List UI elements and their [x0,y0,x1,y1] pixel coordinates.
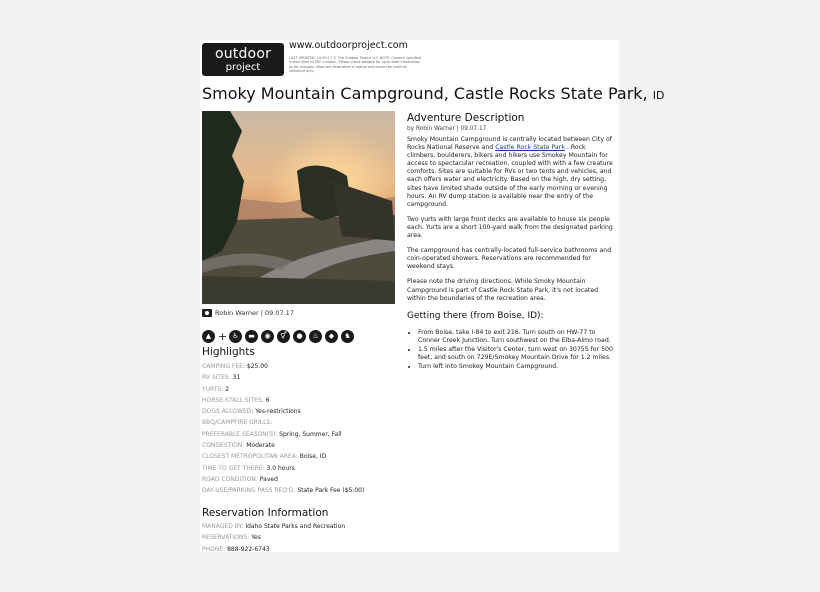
page-title [202,84,664,103]
direction-step: • From Boise, take I-84 to exit 216. Turn south on HW-77 to Conner Creek Junction. Turn southwest on the Elba-Almo road. [418,329,613,345]
info-value: Paved [259,475,278,483]
info-value: 2 [225,385,230,393]
info-label: ROAD CONDITION: [202,475,258,483]
horse-icon: ♞ [341,330,354,343]
directions-list [407,329,613,371]
p1-text-before: Smoky Mountain Campground is centrally located between City of Rocks National Reserve and [407,136,612,152]
getting-there-heading: Getting there (from Boise, ID): [407,310,544,321]
info-row [202,451,402,462]
info-row [202,361,402,372]
tent-icon: ▲ [202,330,215,343]
camera-icon [202,309,212,317]
outdoor-project-logo [202,43,284,76]
highlights-heading: Highlights [202,346,255,358]
info-value: 31 [232,374,241,382]
info-row [202,440,402,451]
description-paragraph-2: Two yurts with large front decks are available to house six people each. Yurts are a short 100-yard walk from the designated parking area. [407,215,613,240]
info-row [202,544,402,555]
info-label: CLOSEST METROPOLITAN AREA: [202,453,298,461]
title-main: Smoky Mountain Campground, Castle Rocks State Park, [202,84,648,103]
info-value: Boise, ID [299,453,327,461]
fire-icon: ♨ [309,330,322,343]
description-paragraph-1 [407,136,613,209]
website-url[interactable]: www.outdoorproject.com [289,40,408,51]
info-label: RV SITES: [202,374,231,382]
camera-icon: ◉ [261,330,274,343]
info-row [202,395,402,406]
castle-rock-link[interactable]: Castle Rock State Park [495,144,565,152]
info-value: 888-922-6743 [227,545,270,553]
info-label: BBQ/CAMPFIRE GRILLS: [202,419,273,427]
info-row [202,372,402,383]
info-label: PREFERABLE SEASON(S): [202,430,278,438]
info-label: CONGESTION: [202,442,245,450]
info-row [202,384,402,395]
rv-icon: ▬ [245,330,258,343]
direction-step: • 1.5 miles after the Visitor's Center, turn west on 3075S for 500 feet, and south on 729E/Smokey Mountain Drive for 1.2 miles. [418,346,613,362]
car-icon: ◆ [325,330,338,343]
info-row [202,485,402,496]
info-label: PHONE: [202,545,226,553]
info-row [202,463,402,474]
info-label: DAY-USE/PARKING PASS REQ'D: [202,487,296,495]
sunset-road-image [202,111,395,304]
description-paragraph-3: The campground has centrally-located full-service bathrooms and coin-operated showers. Reservations are recommended for weekend stays. [407,247,612,271]
info-value: Idaho State Parks and Recreation [245,523,346,530]
highlights-list [202,361,402,497]
info-value: Spring, Summer, Fall [279,430,342,438]
info-value: $25.00 [246,363,268,370]
logo-line1: outdoor [214,46,272,62]
info-label: RESERVATIONS: [202,534,250,542]
info-label: DOGS ALLOWED: [202,408,254,416]
info-row [202,532,402,543]
dog-icon: ● [293,330,306,343]
photo-credit-text: Robin Warner | 09.07.17 [215,309,294,317]
info-row [202,417,402,428]
amenity-icons [202,330,354,343]
info-value: Yes [251,534,261,542]
p1-text-after: . Rock climbers, boulderers, bikers and hikers use Smokey Mountain for access to spectacular recreation, coupled with with a few creature comforts. Sites are suitable for RVs or two tents and vehicles, and each offers water and electricity. Based on the high, dry setting, sites have limited shade outside of the early morning or evening hours. An RV dump station is available near the entry of the campground. [407,144,613,208]
info-value: 6 [265,396,270,404]
info-row [202,521,402,532]
document-page [200,40,665,553]
info-row [202,429,402,440]
info-row [202,406,402,417]
restroom-icon: ⚥ [277,330,290,343]
info-value: State Park Fee ($5.00) [297,487,365,495]
adventure-byline: by Robin Warner | 09.07.17 [407,126,487,132]
info-value: Moderate [246,442,275,450]
logo-line2: project [225,62,261,73]
info-value: 3.0 hours [266,464,295,472]
accessible-icon: ♿ [229,330,242,343]
campground-photo [202,111,395,304]
info-label: TIME TO GET THERE: [202,464,265,472]
adventure-heading: Adventure Description [407,112,525,124]
info-row [202,474,402,485]
plus-icon: + [218,330,228,343]
direction-step: • Turn left into Smokey Mountain Campground. [418,363,613,371]
reservation-list [202,521,402,555]
info-label: CAMPING FEE: [202,363,245,370]
info-label: MANAGED BY: [202,523,244,530]
description-column [407,112,613,372]
reservation-heading: Reservation Information [202,507,329,519]
disclaimer-text: LAST UPDATED: 10:09:17 © The Outdoor Project LLC NOTE: Content specified is from time of PDF creation. Please check website for up-to-date information as for changes. Maps are illustrative in nature and should be used for reference only. [289,56,422,73]
info-label: YURTS: [202,385,224,393]
info-value: Yes-restrictions [255,408,301,416]
description-paragraph-4: Please note the driving directions. While Smoky Mountain Campground is part of Castle Rock State Park, it's not located within the boundaries of the recreation area. [407,278,599,302]
info-label: HORSE-STALL SITES: [202,396,264,404]
photo-credit [202,309,294,317]
title-state: ID [652,89,665,102]
